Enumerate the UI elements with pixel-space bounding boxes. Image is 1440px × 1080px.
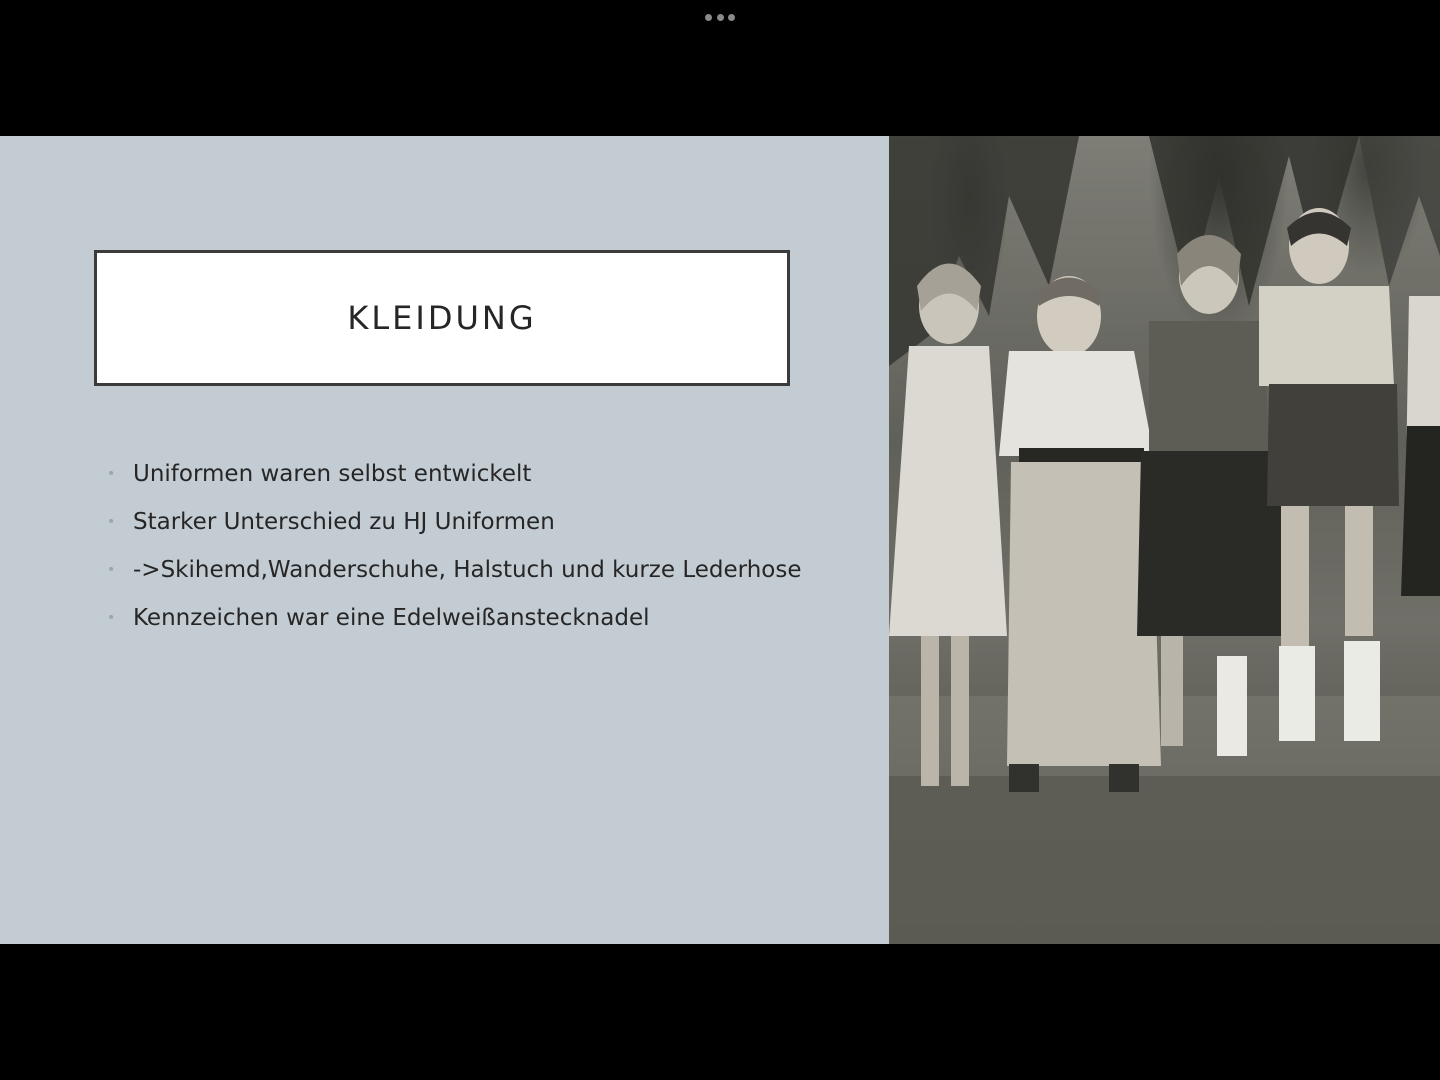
bullet-text: Kennzeichen war eine Edelweißanstecknadel [133,605,650,631]
photo-illustration [889,136,1440,944]
list-item [107,594,801,642]
dot [705,14,712,21]
list-item [107,450,801,498]
bullet-text: Uniformen waren selbst entwickelt [133,461,532,487]
bullet-icon: • [107,466,116,482]
dot [717,14,724,21]
list-item [107,546,801,594]
bullet-icon: • [107,514,116,530]
bullet-text: ->Skihemd,Wanderschuhe, Halstuch und kurze Lederhose [133,557,802,583]
dot [728,14,735,21]
title-box [94,250,790,386]
bullet-icon: • [107,562,116,578]
bullet-text: Starker Unterschied zu HJ Uniformen [133,509,555,535]
slide [0,136,1440,944]
slide-title: KLEIDUNG [347,299,537,337]
more-dots-icon[interactable] [705,12,735,22]
group-photo [889,136,1440,944]
bullet-icon: • [107,610,116,626]
bullet-list [107,450,801,642]
list-item [107,498,801,546]
